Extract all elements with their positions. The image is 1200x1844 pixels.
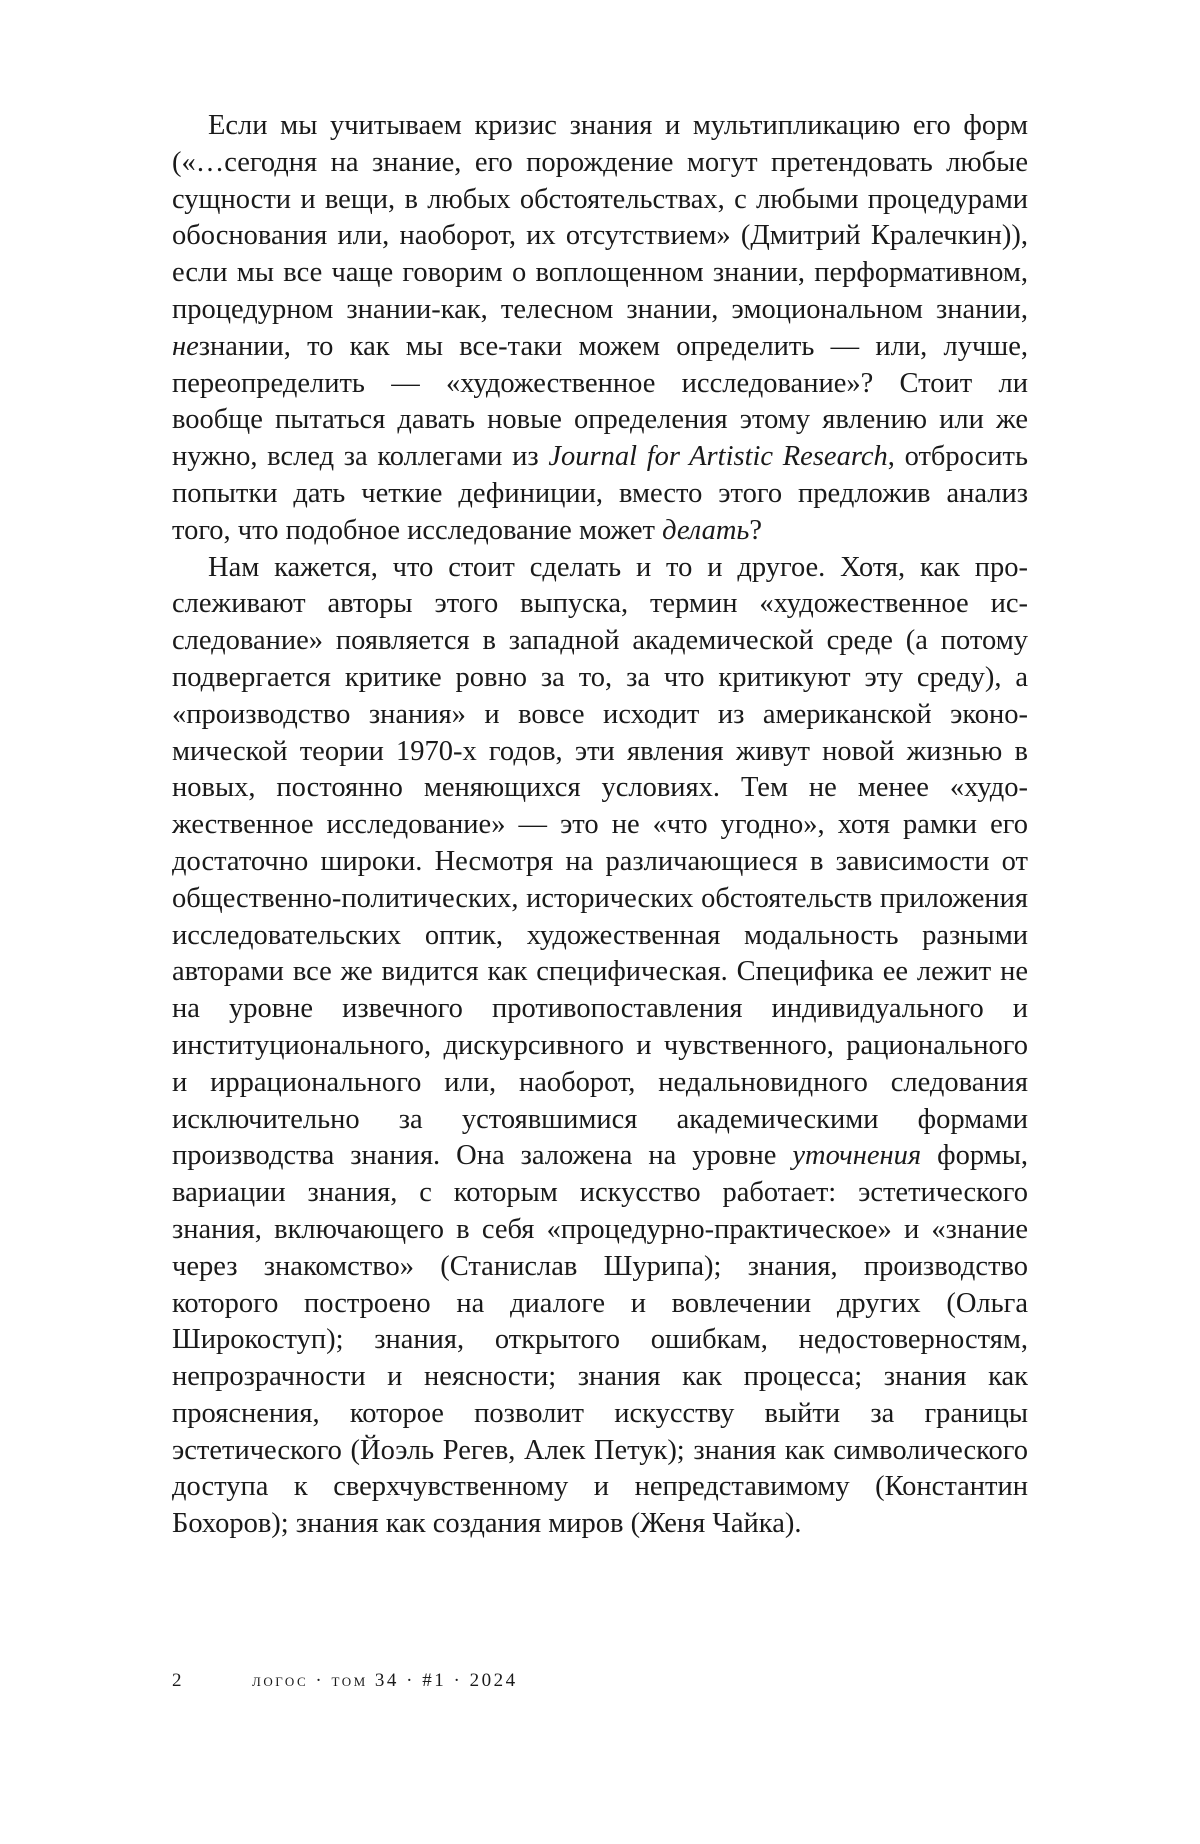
page-number: 2: [172, 1670, 183, 1691]
italic-text: Journal for Artistic Research: [548, 441, 888, 473]
italic-text: уточнения: [792, 1140, 922, 1172]
text-run: Нам кажется, что стоит сделать и то и другое. Хотя, как прослеживают авторы этого выпуска, термин «художественное исследование» появляется в западной академической среде (а потому подвергается критике ровно за то, за что критикуют эту среду), а «производство знания» и вовсе исходит из американской экономической теории 1970-х годов, эти явления живут новой жизнью в новых, постоянно меняющихся условиях. Тем не менее «художественное исследование» — это не «что угодно», хотя рамки его достаточно широки. Несмотря на различающиеся в зависимости от общественно-политических, исторических обстоятельств приложения исследовательских оптик, художественная модальность разными авторами все же видится как специфическая. Специфика ее лежит не на уровне извечного противопоставления индивидуального и институционального, дискурсивного и чувственного, рационального и иррационального или, наоборот, недальновидного следования исключительно за устоявшимися академическими формами производства знания. Она заложена на уровне: [172, 551, 1028, 1172]
running-head: логос · том 34 · #1 · 2024: [252, 1670, 518, 1691]
paragraph-1: [172, 108, 1028, 550]
text-run: ?: [749, 514, 763, 546]
italic-text: не: [172, 330, 199, 362]
text-run: Если мы учитываем кризис знания и мультипликацию его форм («…сегодня на знание, его порождение могут претендовать любые сущности и вещи, в любых обстоятельствах, с любыми процедурами обоснования или, наоборот, их отсутствием» (Дмитрий Кралечкин)), если мы все чаще говорим о воплощенном знании, перформативном, процедурном знании-как, телесном знании, эмоциональном знании,: [172, 110, 1028, 325]
text-run: формы, вариации знания, с которым искусство работает: эстетического знания, включающего в себя «процедурно-практическое» и «знание через знакомство» (Станислав Шурипа); знания, производство которого построено на диалоге и вовлечении других (Ольга Широкоступ); знания, открытого ошибкам, недостоверностям, непрозрачности и неясности; знания как процесса; знания как прояснения, которое позволит искусству выйти за границы эстетического (Йоэль Регев, Алек Петук); знания как символического доступа к сверхчувственному и непредставимому (Константин Бохоров); знания как создания миров (Женя Чайка).: [172, 1140, 1029, 1540]
text-run: знании, то как мы все-таки можем определить — или, лучше, переопределить — «художественное исследование»? Стоит ли вообще пытаться давать новые определения этому явлению или же нужно, вслед за коллегами из: [172, 330, 1028, 473]
paragraph-2: [172, 550, 1028, 1544]
text-body: [172, 108, 1028, 1543]
italic-text: делать: [662, 514, 750, 546]
text-run: , отбросить попытки дать четкие дефиниции, вместо этого предложив анализ того, что подобное исследование может: [172, 441, 1028, 546]
